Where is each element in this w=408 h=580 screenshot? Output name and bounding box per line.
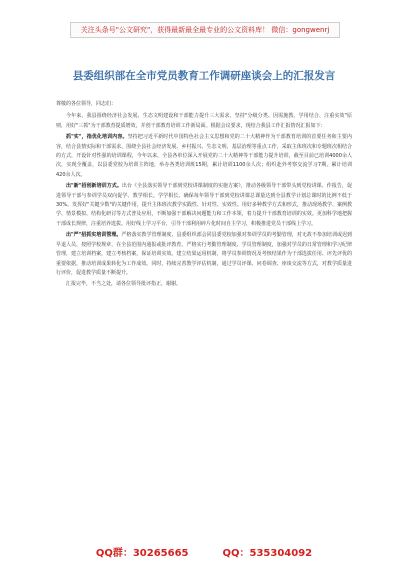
section-2-text: 出台《全县落实领导干部到党校讲课制度的实施方案》，推动各级领导干部带头到党校讲课、作报告，促进领导干部与参训学员双向促学、教学相长。学学相长、确保每年领导干部到党校讲课总课量达到全县教学计划总课时的比例不低于30%。发挥好"关键少数"的关键作用，提升主体班次教学实践性、针对性、实效性。用好多种教学方式和形式，推动现场教学、案例教学、情景模拟、结构化研讨等方式普及应用，不断加强干部解决问题能力和工作本领，着力提升干部教育培训的实效。更加科学地把握干部成长规律，注重培养选拔。用好线上学习平台，引导干部利用碎片化时间自主学习，积极推进党员干部线上学习。 [56,183,352,227]
closing-paragraph: 汇报完毕，不当之处，请各位领导批评指正，谢谢。 [66,281,182,288]
salutation: 尊敬的各位领导，同志们： [56,101,117,107]
section-3-heading: 出"严"招抓实培训管理。 [66,232,122,239]
document-body [56,100,352,292]
section-2-paragraph [56,182,352,229]
promo-banner [70,22,340,38]
section-1-heading: 抓"实"，指优化培训内容。 [66,134,128,141]
promo-banner-text: 关注头条号"公文研究"，获得最新最全最专业的公文资料库！ 微信：gongwenrj [80,26,330,34]
qq-group-number: QQ群：30265665 [95,548,189,559]
section-3-paragraph [56,231,352,278]
section-3-text: 严格落实教学管理制度，县委组织部会同县委党校加强对参训学员的考勤管理，对无故不参加培训或迟到早退人员，按照学校规章，在全县范围内通报或批评教育。严格实行考勤管理制度、学员管理制度，加强对学员的日常管理和学习纪律管理，建立培训档案，建立考核档案，保证培训实效。建立结果运用机制，将学员参训情况及考核结果作为干部选拔任用、评先评优的重要依据，推动培训成果转化为工作成效。同时，持续完善教学评估机制，通过学员评课、问卷调查、座谈交流等方式，对教学质量进行评价，促进教学质量不断提升。 [56,232,352,276]
intro-paragraph: 今年来，我县围绕经济社会发展、生态文明建设和干部能力提升三大需求，坚持"分级分类、因需施教、学用结合、注重实效"原则，用好"三抓"为干部教育提质增效，并创干部教育培训工作新局面。根据会议要求，现结合我县工作汇报情况汇报如下： [56,113,352,129]
contact-footer [0,544,408,560]
section-1-paragraph [56,133,352,180]
section-1-text: 坚持把习近平新时代中国特色社会主义思想和党的二十大精神作为干部教育培训的首要任务和主要内容，结合县情实际和干部需求，围绕全县社会经济发展、乡村振兴、生态文明、基层治理等重点工作，采取主体班次和专题班次相结合的方式，开设针对性强的培训课程，今年以来，全县各单位深入开展党的二十大精神等干部能力提升培训，截至目前已培训4000余人次，实现全覆盖，以县委党校为培训主阵地，举办各类培训班15期，累计培训1100余人次；组织赴外考察交流学习7期，累计培训420余人次。 [56,134,352,178]
document-title: 县委组织部在全市党员教育工作调研座谈会上的汇报发言 [72,70,336,82]
qq-number: QQ：535304092 [222,548,313,559]
section-2-heading: 出"新"招创新培训方式。 [66,183,122,190]
